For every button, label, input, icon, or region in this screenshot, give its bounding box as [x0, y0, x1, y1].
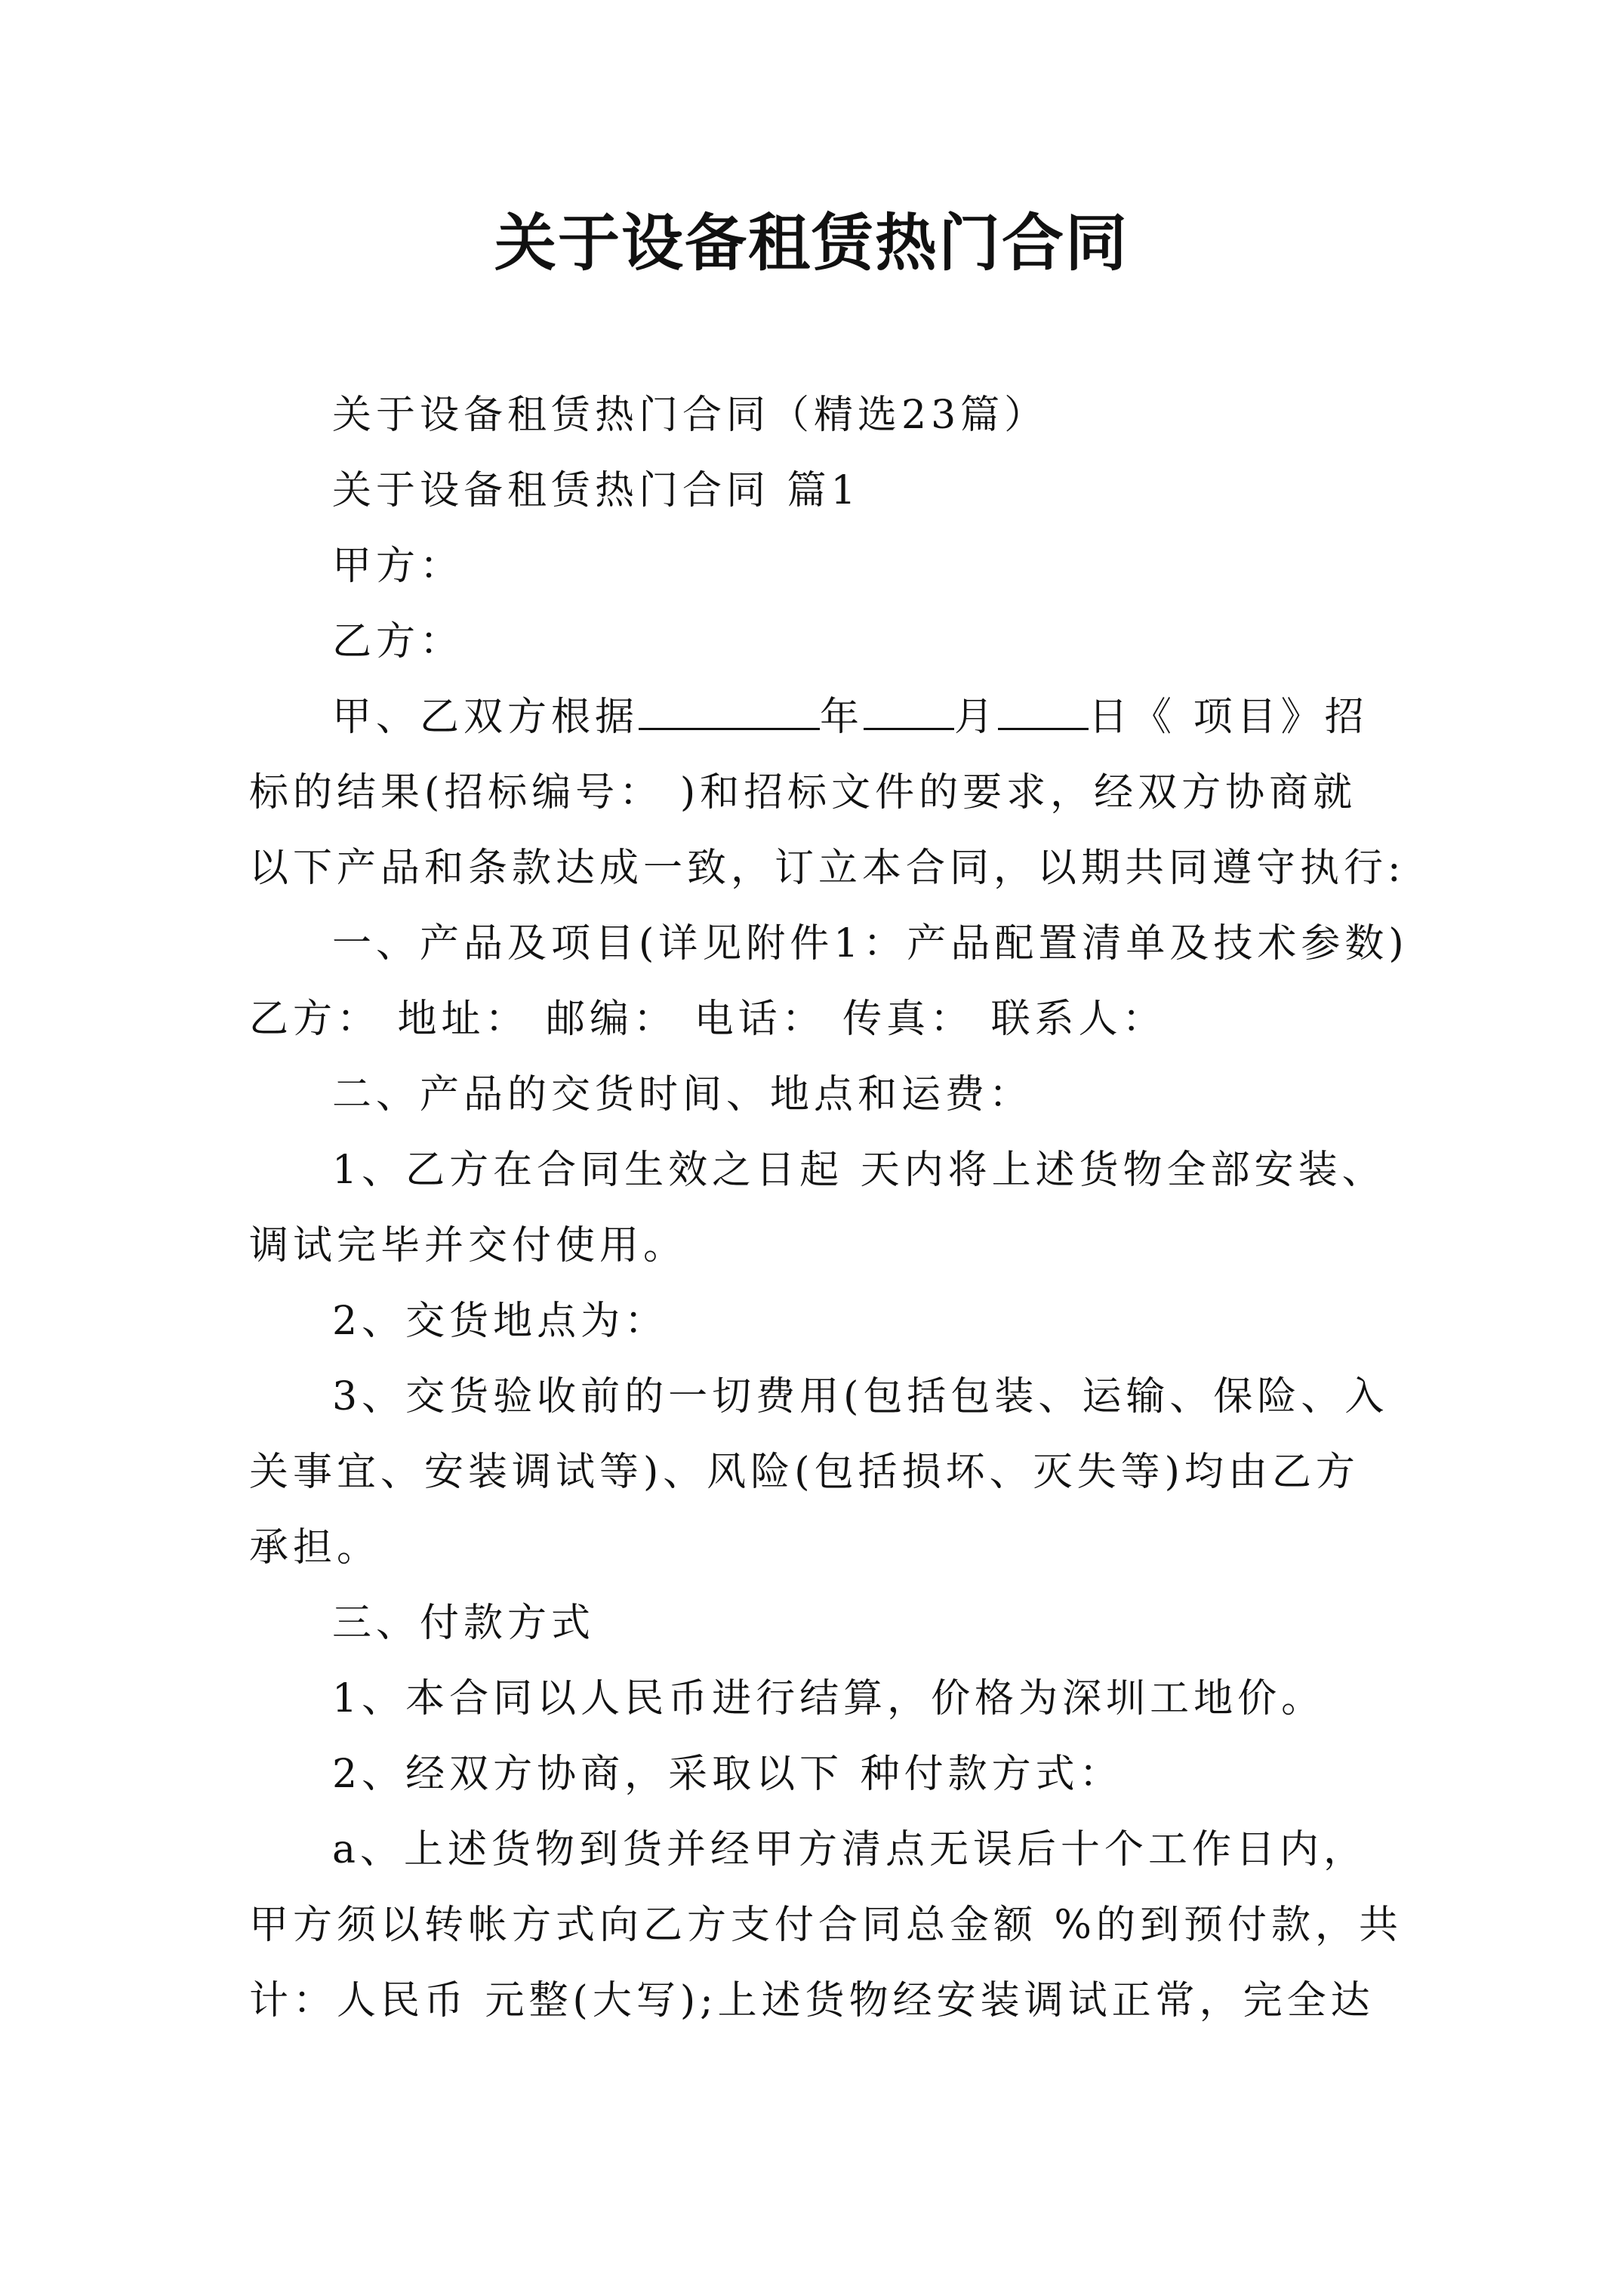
paragraph-line: 计：人民币 元整(大写);上述货物经安装调试正常，完全达: [249, 1978, 1375, 2023]
document-body: [249, 378, 1409, 2039]
clause-3-1: 1、本合同以人民币进行结算，价格为深圳工地价。: [332, 1676, 1326, 1721]
month-blank: [864, 689, 954, 730]
clause-3-2-a: a、上述货物到货并经甲方清点无误后十个工作日内，: [332, 1827, 1368, 1872]
article-heading: 关于设备租赁热门合同 篇1: [332, 468, 861, 513]
year-label: 年: [820, 695, 864, 740]
paragraph-line: 承担。: [249, 1525, 381, 1570]
section-3-heading: 三、付款方式: [332, 1601, 596, 1646]
clause-2-1: 1、乙方在合同生效之日起 天内将上述货物全部安装、: [332, 1148, 1386, 1193]
paragraph-line: 关事宜、安装调试等)、风险(包括损坏、灭失等)均由乙方: [249, 1450, 1360, 1495]
clause-2-3: 3、交货验收前的一切费用(包括包装、运输、保险、入: [332, 1374, 1389, 1419]
party-b-contact-line: 乙方： 地址： 邮编： 电话： 传真： 联系人：: [249, 997, 1166, 1042]
clause-3-2: 2、经双方协商，采取以下 种付款方式：: [332, 1752, 1123, 1797]
paragraph-line: 调试完毕并交付使用。: [249, 1223, 688, 1268]
section-2-heading: 二、产品的交货时间、地点和运费：: [332, 1072, 1033, 1117]
party-a-line: 甲方：: [332, 544, 464, 589]
section-1-heading: 一、产品及项目(详见附件1：产品配置清单及技术参数): [332, 921, 1409, 966]
basis-text-start: 甲、乙双方根据: [332, 695, 639, 740]
basis-line: [249, 680, 1389, 755]
basis-text-end: 日《 项目》招: [1089, 695, 1369, 740]
paragraph-line: 甲方须以转帐方式向乙方支付合同总金额 %的到预付款，共: [249, 1903, 1403, 1948]
clause-2-2: 2、交货地点为：: [332, 1299, 669, 1344]
day-blank: [998, 689, 1089, 730]
paragraph-line: 以下产品和条款达成一致，订立本合同，以期共同遵守执行:: [249, 846, 1406, 891]
document-title: 关于设备租赁热门合同: [494, 207, 1129, 279]
collection-heading: 关于设备租赁热门合同（精选23篇）: [332, 393, 1049, 438]
month-label: 月: [954, 695, 999, 740]
party-b-line: 乙方：: [332, 619, 464, 664]
year-blank: [639, 689, 820, 730]
paragraph-line: 标的结果(招标编号： )和招标文件的要求，经双方协商就: [249, 770, 1357, 815]
